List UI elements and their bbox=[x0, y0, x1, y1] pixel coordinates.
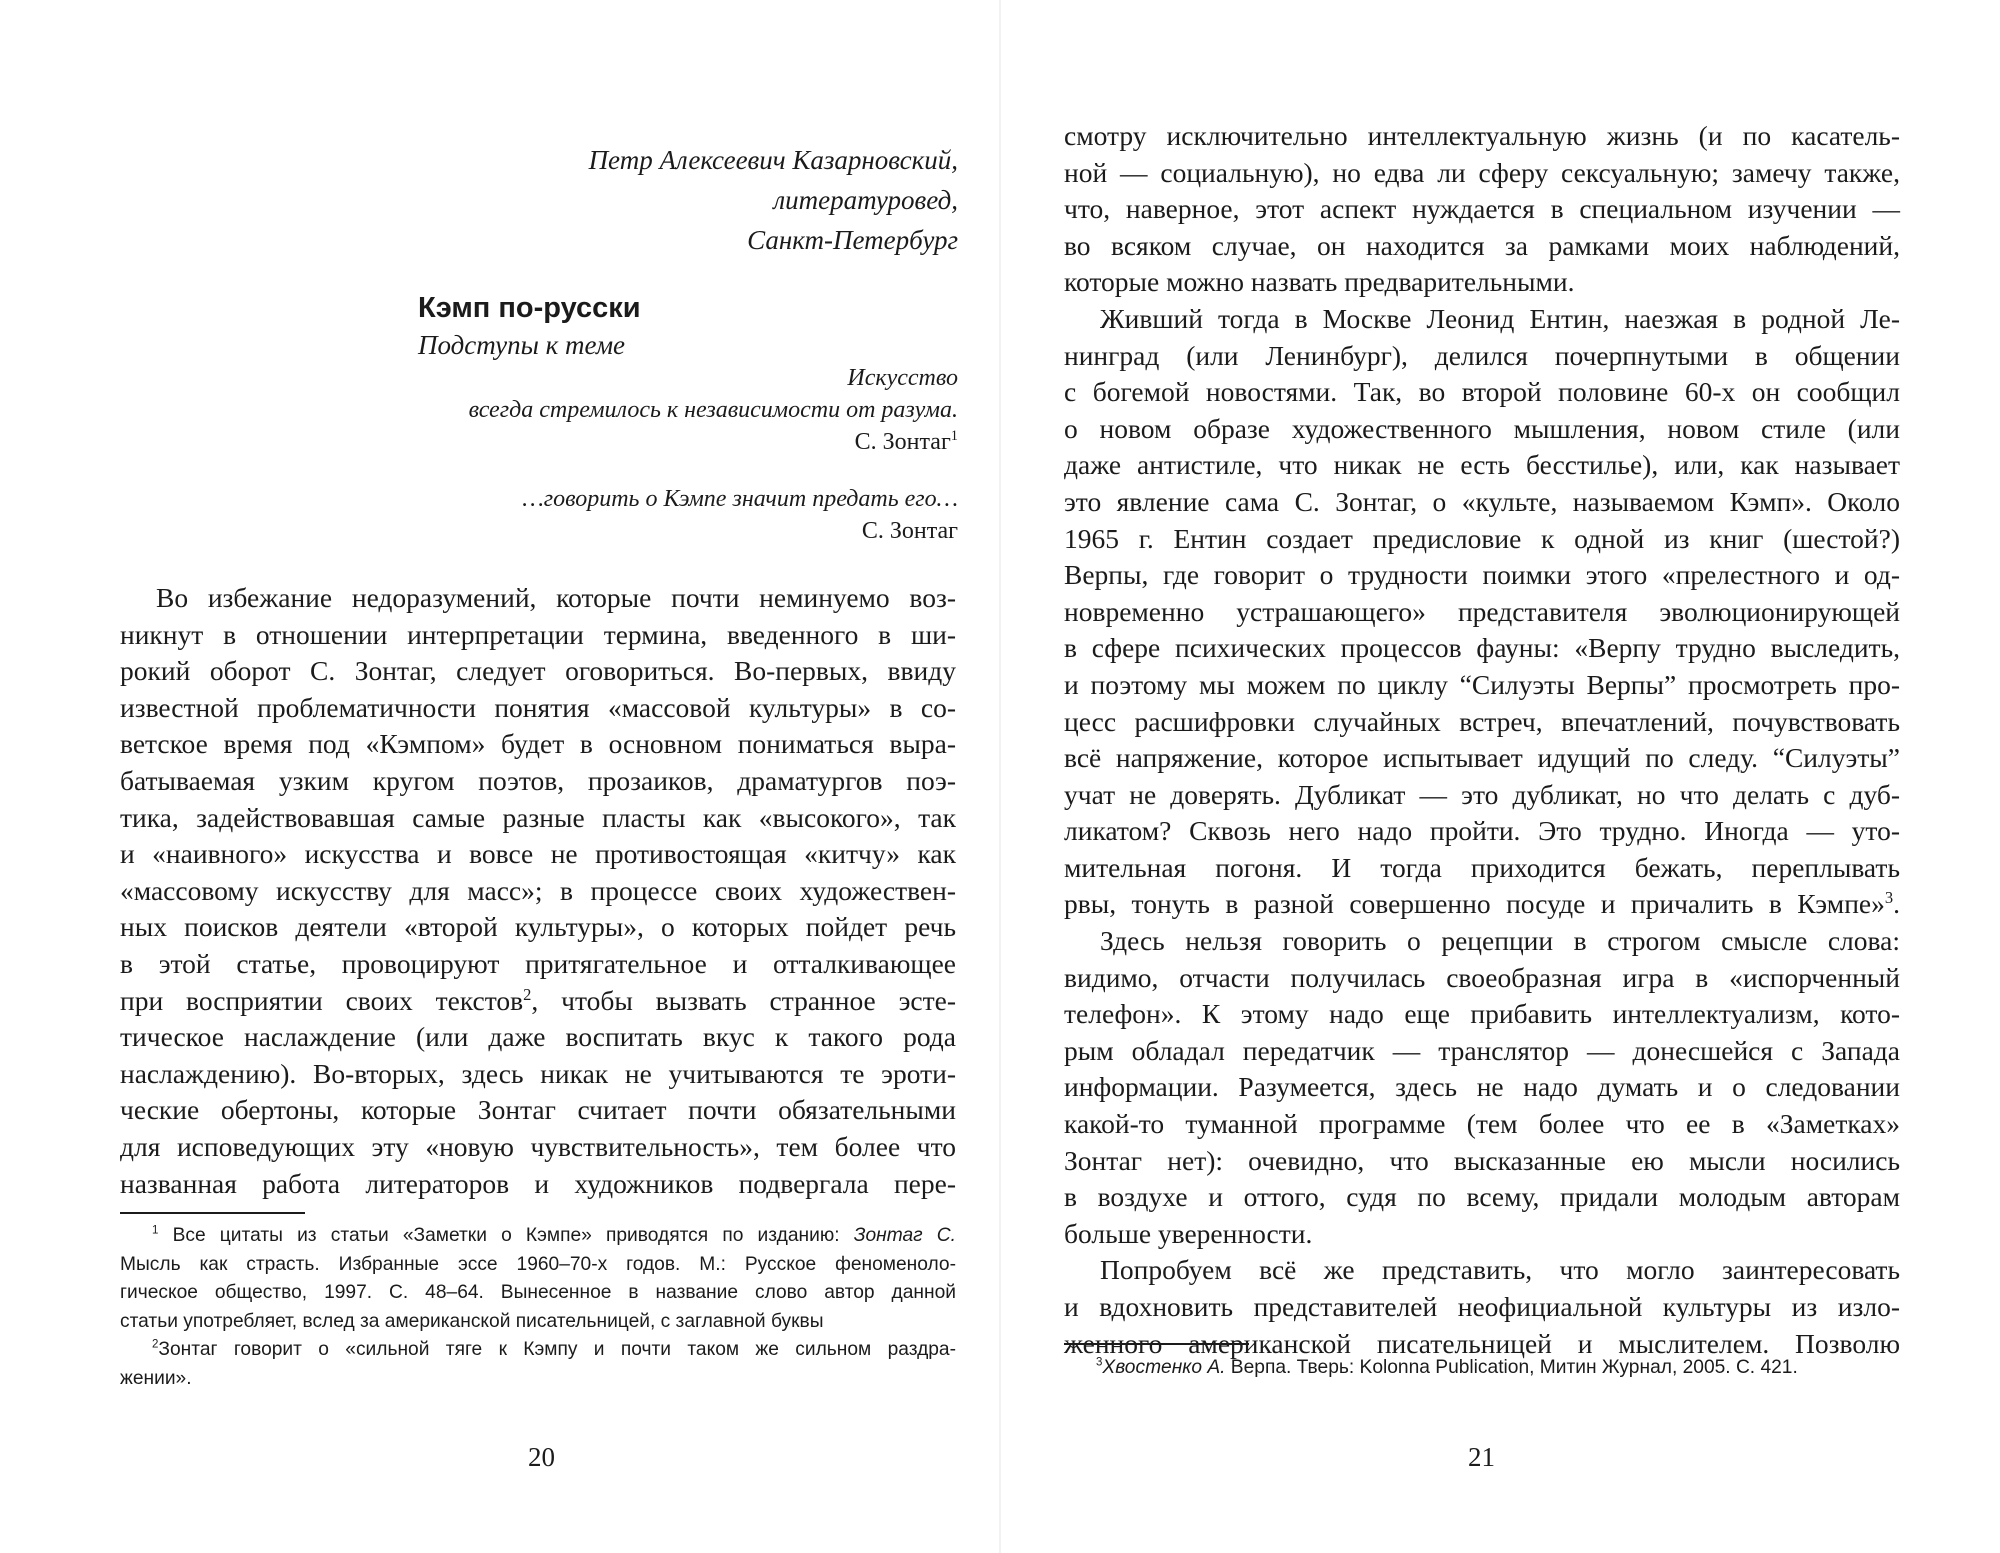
body-line: больше уверенности. bbox=[1064, 1217, 1313, 1249]
epigraph-1-line-2: всегда стремилось к независимости от разума. bbox=[468, 397, 958, 423]
body-line: в этой статье, провоцируют притягательное и отталкивающее bbox=[120, 947, 956, 979]
body-line: которые можно назвать предварительными. bbox=[1064, 266, 1575, 298]
article-title: Кэмп по-русски bbox=[418, 292, 641, 324]
body-line: даже антистиле, что никак не есть бесстилье), или, как называет bbox=[1064, 449, 1900, 481]
body-line: в сфере психических процессов фауны: «Верпу трудно выследить, bbox=[1064, 632, 1900, 664]
footnote-ref-1: 1 bbox=[950, 428, 958, 444]
body-line: никнут в отношении интерпретации термина, введенного в ши- bbox=[120, 618, 956, 650]
left-footnotes bbox=[120, 1222, 956, 1393]
epigraph-1-line-1: Искусство bbox=[847, 365, 958, 391]
footnote-1-line: Мысль как страсть. Избранные эссе 1960–70-х годов. М.: Русское феноменоло- bbox=[120, 1253, 956, 1275]
page-number: 21 bbox=[1468, 1442, 1495, 1472]
body-line: информации. Разумеется, здесь не надо думать и о следовании bbox=[1064, 1071, 1900, 1103]
author-city: Санкт-Петербург bbox=[747, 225, 958, 255]
body-line: 1965 г. Ентин создает предисловие к одной из книг (шестой?) bbox=[1064, 522, 1900, 554]
author-block bbox=[589, 140, 958, 260]
body-line: это явление сама С. Зонтаг, о «культе, называемом Кэмп». Около bbox=[1064, 485, 1900, 517]
footnote-1-text: Все цитаты из статьи «Заметки о Кэмпе» приводятся по изданию: bbox=[158, 1225, 854, 1246]
body-line: что, наверное, этот аспект нуждается в специальном изучении — bbox=[1064, 193, 1900, 225]
body-line: батываемая узким кругом поэтов, прозаиков, драматургов поэ- bbox=[120, 764, 956, 796]
body-line: ликатом? Сквозь него надо пройти. Это трудно. Иногда — уто- bbox=[1064, 815, 1900, 847]
body-line: в воздухе и оттого, судя по всему, придали молодым авторам bbox=[1064, 1181, 1900, 1213]
body-line-part: . bbox=[1893, 888, 1900, 920]
author-name: Петр Алексеевич Казарновский, bbox=[588, 145, 958, 175]
footnote-2 bbox=[120, 1336, 956, 1365]
body-line: названная работа литераторов и художников подвергала пере- bbox=[120, 1167, 956, 1199]
footnote-2-mark: 2 bbox=[152, 1338, 159, 1351]
body-line: о новом образе художественного мышления, новом стиле (или bbox=[1064, 412, 1900, 444]
body-line: ных поисков деятели «второй культуры», о которых пойдет речь bbox=[120, 911, 956, 943]
body-line: всё напряжение, которое испытывает идущий по следу. “Силуэты” bbox=[1064, 742, 1900, 774]
body-line: учат не доверять. Дубликат — это дубликат, но что делать с дуб- bbox=[1064, 778, 1900, 810]
body-line-part: рвы, тонуть в разной совершенно посуде и причалить в Кэмпе» bbox=[1064, 888, 1885, 920]
footnote-1-mark: 1 bbox=[152, 1224, 159, 1237]
body-line: тика, задействовавшая самые разные пласты как «высокого», так bbox=[120, 801, 956, 833]
epigraph-1-source bbox=[469, 426, 958, 458]
body-line: известной проблематичности понятия «массовой культуры» в со- bbox=[120, 691, 956, 723]
body-line: Здесь нельзя говорить о рецепции в строгом смысле слова: bbox=[1100, 925, 1900, 957]
footnote-1 bbox=[120, 1222, 956, 1251]
body-line-with-note bbox=[1064, 886, 1900, 923]
footnote-ref-2: 2 bbox=[523, 984, 532, 1004]
footnote-divider bbox=[1064, 1343, 1249, 1345]
body-line: во всяком случае, он находится за рамками моих наблюдений, bbox=[1064, 229, 1900, 261]
body-line: тическое наслаждение (или даже воспитать вкус к такого рода bbox=[120, 1021, 956, 1053]
footnote-1-author: Зонтаг С. bbox=[853, 1225, 956, 1246]
epigraph-1-source-name: С. Зонтаг bbox=[854, 429, 951, 455]
body-line: Верпы, где говорит о трудности поимки этого «прелестного и од- bbox=[1064, 559, 1900, 591]
body-line-part: , чтобы вызвать странное эсте- bbox=[531, 984, 956, 1016]
article-subtitle: Подступы к теме bbox=[418, 330, 626, 360]
body-line: цесс расшифровки случайных встреч, впечатлений, почувствовать bbox=[1064, 705, 1900, 737]
body-line: рокий оборот С. Зонтаг, следует оговориться. Во-первых, ввиду bbox=[120, 655, 956, 687]
body-line: Зонтаг нет): очевидно, что высказанные ею мысли носились bbox=[1064, 1144, 1900, 1176]
body-line: телефон». К этому надо еще прибавить интеллектуализм, кото- bbox=[1064, 998, 1900, 1030]
epigraph-2-source: С. Зонтаг bbox=[861, 518, 958, 544]
footnote-ref-3: 3 bbox=[1884, 888, 1894, 908]
body-line: наслаждению). Во-вторых, здесь никак не учитываются те эроти- bbox=[120, 1057, 956, 1089]
body-line: Попробуем всё же представить, что могло заинтересовать bbox=[1100, 1254, 1900, 1286]
footnote-1-line: статьи употребляет, вслед за американской писательницей, с заглавной буквы bbox=[120, 1310, 824, 1332]
epigraph-2-line-1: …говорить о Кэмпе значит предать его… bbox=[522, 486, 958, 512]
footnote-1-line: гическое общество, 1997. С. 48–64. Вынесенное в название слово автор данной bbox=[120, 1282, 956, 1303]
left-body-text bbox=[120, 580, 956, 1202]
body-line: и вдохновить представителей неофициальной культуры из изло- bbox=[1064, 1291, 1900, 1322]
footnote-2-line: жении». bbox=[120, 1367, 192, 1389]
page-number: 20 bbox=[528, 1442, 555, 1472]
footnote-3 bbox=[1064, 1354, 1900, 1383]
body-line-with-note bbox=[120, 983, 956, 1020]
body-line: какой-то туманной программе (тем более что ее в «Заметках» bbox=[1064, 1108, 1900, 1140]
body-line: с богемой новостями. Так, во второй половине 60-х он сообщил bbox=[1064, 376, 1900, 408]
epigraph-2 bbox=[522, 483, 958, 547]
body-line: для исповедующих эту «новую чувствительность», тем более что bbox=[120, 1130, 956, 1162]
footnote-divider bbox=[120, 1212, 305, 1214]
footnote-3-mark: 3 bbox=[1096, 1356, 1103, 1369]
body-line: Живший тогда в Москве Леонид Ентин, наезжая в родной Ле- bbox=[1100, 302, 1900, 334]
body-line: мительная погоня. И тогда приходится бежать, переплывать bbox=[1064, 851, 1900, 883]
body-line: ческие обертоны, которые Зонтаг считает почти обязательными bbox=[120, 1094, 956, 1126]
author-profession: литературовед, bbox=[773, 185, 958, 215]
footnote-2-text: Зонтаг говорит о «сильной тяге к Кэмпу и почти таком же сильном раздра- bbox=[158, 1339, 956, 1360]
body-line: новременно устрашающего» представителя эволюционирующей bbox=[1064, 595, 1900, 627]
body-line: и «наивного» искусства и вовсе не противостоящая «китчу» как bbox=[120, 838, 956, 870]
body-line: Во избежание недоразумений, которые почти неминуемо воз- bbox=[156, 582, 956, 613]
body-line-part: при восприятии своих текстов bbox=[120, 984, 524, 1016]
body-line: нинград (или Ленинбург), делился почерпнутыми в общении bbox=[1064, 339, 1900, 371]
epigraph-1 bbox=[469, 362, 958, 458]
footnote-3-author: Хвостенко А. bbox=[1102, 1357, 1226, 1378]
footnote-3-text: Верпа. Тверь: Kolonna Publication, Митин Журнал, 2005. С. 421. bbox=[1225, 1357, 1798, 1378]
body-line: рым обладал передатчик — транслятор — донесшейся с Запада bbox=[1064, 1034, 1900, 1066]
body-line: ной — социальную), но едва ли сферу сексуальную; замечу также, bbox=[1064, 156, 1900, 188]
body-line: смотру исключительно интеллектуальную жизнь (и по касатель- bbox=[1064, 120, 1900, 151]
body-line: женного американской писательницей и мыслителем. Позволю bbox=[1064, 1327, 1900, 1359]
body-line: ветское время под «Кэмпом» будет в основном пониматься выра- bbox=[120, 728, 956, 760]
body-line: и поэтому мы можем по циклу “Силуэты Верпы” просмотреть про- bbox=[1064, 668, 1900, 700]
right-footnotes bbox=[1064, 1354, 1900, 1383]
right-page bbox=[1000, 0, 2000, 1553]
right-body-text bbox=[1064, 118, 1900, 1362]
body-line: «массовому искусству для масс»; в процессе своих художествен- bbox=[120, 874, 956, 906]
body-line: видимо, отчасти получилась своеобразная игра в «испорченный bbox=[1064, 961, 1900, 993]
